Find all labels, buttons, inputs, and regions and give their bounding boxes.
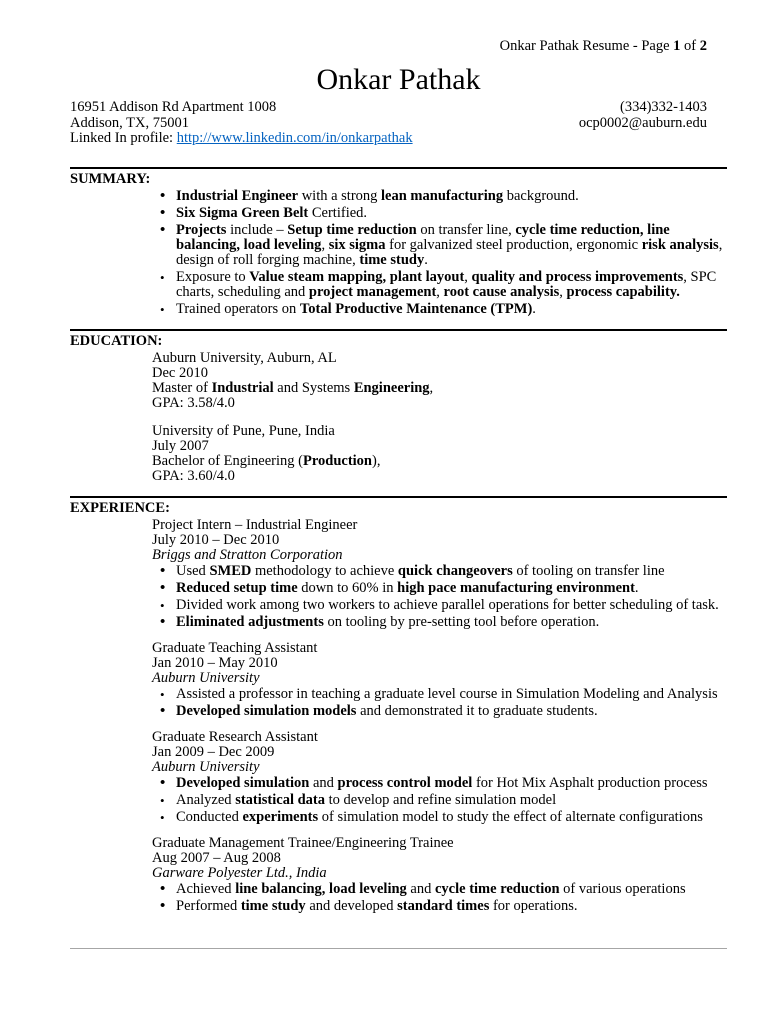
job-company: Briggs and Stratton Corporation: [152, 546, 343, 563]
job-title: Project Intern – Industrial Engineer: [152, 516, 358, 533]
job-bullets: [152, 776, 727, 825]
bullet-icon: •: [160, 187, 166, 204]
job-bullet-text: Used SMED methodology to achieve quick changeovers of tooling on transfer line: [176, 562, 665, 579]
bullet-icon: •: [160, 221, 166, 238]
school-date: July 2007: [152, 437, 209, 454]
bullet-icon: •: [160, 204, 166, 221]
bullet-icon: •: [160, 702, 166, 719]
page-total: 2: [699, 38, 707, 54]
bullet-icon: •: [160, 774, 166, 791]
education-entry: [152, 351, 727, 411]
contact-left: [70, 100, 413, 147]
job-bullet: [152, 598, 727, 613]
summary-bullet: [152, 223, 727, 268]
job-bullet-text: Achieved line balancing, load leveling and cycle time reduction of various operations: [176, 880, 686, 897]
summary-bullet-text: Six Sigma Green Belt Certified.: [176, 204, 368, 221]
summary-bullet-text: Trained operators on Total Productive Maintenance (TPM).: [176, 300, 536, 317]
experience-body: [152, 518, 727, 914]
job-bullet: [152, 810, 727, 825]
school-name: Auburn University, Auburn, AL: [152, 349, 337, 366]
bullet-icon: •: [160, 269, 165, 285]
page-header: [70, 38, 707, 54]
job-bullet: [152, 564, 727, 579]
job-bullet-text: Eliminated adjustments on tooling by pre-setting tool before operation.: [176, 613, 600, 630]
address-line2: Addison, TX, 75001: [70, 114, 189, 131]
education-entry: [152, 424, 727, 484]
summary-bullet: [152, 302, 727, 317]
summary-section: [70, 167, 727, 317]
job-entry: [152, 518, 727, 630]
education-body: [152, 351, 727, 484]
job-dates: Jan 2010 – May 2010: [152, 654, 278, 671]
linkedin-line: [70, 131, 413, 147]
school-degree: Bachelor of Engineering (Production),: [152, 452, 381, 469]
bullet-icon: •: [160, 880, 166, 897]
job-bullet-text: Developed simulation models and demonstrated it to graduate students.: [176, 702, 598, 719]
job-bullet-text: Performed time study and developed standard times for operations.: [176, 897, 578, 914]
job-bullet-text: Reduced setup time down to 60% in high pace manufacturing environment.: [176, 579, 639, 596]
summary-bullet: [152, 189, 727, 204]
job-dates: Jan 2009 – Dec 2009: [152, 743, 275, 760]
job-bullet: [152, 776, 727, 791]
bullet-icon: •: [160, 686, 165, 702]
summary-bullet-text: Projects include – Setup time reduction on transfer line, cycle time reduction, line balancing, load leveling, six sigma for galvanized steel production, ergonomic risk analysis, design of roll forging machine, time study.: [176, 221, 723, 268]
address-line1: 16951 Addison Rd Apartment 1008: [70, 99, 277, 115]
job-bullet: [152, 704, 727, 719]
school-gpa: GPA: 3.58/4.0: [152, 394, 235, 411]
summary-bullet: [152, 270, 727, 300]
job-company: Auburn University: [152, 669, 260, 686]
email: ocp0002@auburn.edu: [578, 114, 707, 131]
phone: (334)332-1403: [620, 99, 707, 115]
summary-bullet: [152, 206, 727, 221]
contact-block: [70, 100, 727, 147]
job-title: Graduate Teaching Assistant: [152, 639, 318, 656]
summary-heading: SUMMARY:: [70, 170, 151, 187]
job-company: Garware Polyester Ltd., India: [152, 864, 327, 881]
experience-heading: EXPERIENCE:: [70, 499, 170, 516]
job-bullet-text: Analyzed statistical data to develop and refine simulation model: [176, 791, 557, 808]
bullet-icon: •: [160, 597, 165, 613]
job-dates: Aug 2007 – Aug 2008: [152, 849, 281, 866]
job-bullet-text: Assisted a professor in teaching a graduate level course in Simulation Modeling and Analysis: [176, 685, 718, 702]
page-header-text: Onkar Pathak Resume - Page: [499, 38, 674, 54]
page-bottom-rule: [70, 948, 727, 949]
job-bullet-text: Divided work among two workers to achieve parallel operations for better scheduling of task.: [176, 596, 719, 613]
bullet-icon: •: [160, 562, 166, 579]
experience-section: [70, 496, 727, 914]
job-company: Auburn University: [152, 758, 260, 775]
job-bullet: [152, 615, 727, 630]
job-bullets: [152, 564, 727, 630]
linkedin-link[interactable]: http://www.linkedin.com/in/onkarpathak: [176, 130, 413, 146]
bullet-icon: •: [160, 301, 165, 317]
job-entry: [152, 641, 727, 719]
job-bullets: [152, 687, 727, 719]
job-title: Graduate Research Assistant: [152, 728, 318, 745]
bullet-icon: •: [160, 897, 166, 914]
job-title: Graduate Management Trainee/Engineering Trainee: [152, 834, 454, 851]
page-number: 1: [673, 38, 681, 54]
job-bullet: [152, 882, 727, 897]
job-entry: [152, 836, 727, 914]
bullet-icon: •: [160, 792, 165, 808]
job-bullet: [152, 793, 727, 808]
job-bullet: [152, 899, 727, 914]
job-bullet-text: Conducted experiments of simulation model to study the effect of alternate configurations: [176, 808, 703, 825]
school-degree: Master of Industrial and Systems Engineering,: [152, 379, 434, 396]
job-bullet-text: Developed simulation and process control model for Hot Mix Asphalt production process: [176, 774, 708, 791]
education-section: [70, 329, 727, 484]
education-heading: EDUCATION:: [70, 332, 163, 349]
school-name: University of Pune, Pune, India: [152, 422, 335, 439]
job-bullets: [152, 882, 727, 914]
contact-right: [579, 100, 707, 147]
job-bullet: [152, 687, 727, 702]
bullet-icon: •: [160, 579, 166, 596]
school-gpa: GPA: 3.60/4.0: [152, 467, 235, 484]
linkedin-label: Linked In profile:: [70, 130, 177, 146]
summary-bullet-text: Exposure to Value steam mapping, plant layout, quality and process improvements, SPC charts, scheduling and project management, root cause analysis, process capability.: [176, 268, 717, 300]
summary-body: [152, 189, 727, 317]
job-bullet: [152, 581, 727, 596]
bullet-icon: •: [160, 809, 165, 825]
summary-bullet-text: Industrial Engineer with a strong lean manufacturing background.: [176, 187, 579, 204]
job-dates: July 2010 – Dec 2010: [152, 531, 280, 548]
bullet-icon: •: [160, 613, 166, 630]
job-entry: [152, 730, 727, 825]
page-header-of: of: [680, 38, 700, 54]
school-date: Dec 2010: [152, 364, 208, 381]
resume-name: Onkar Pathak: [316, 63, 481, 96]
